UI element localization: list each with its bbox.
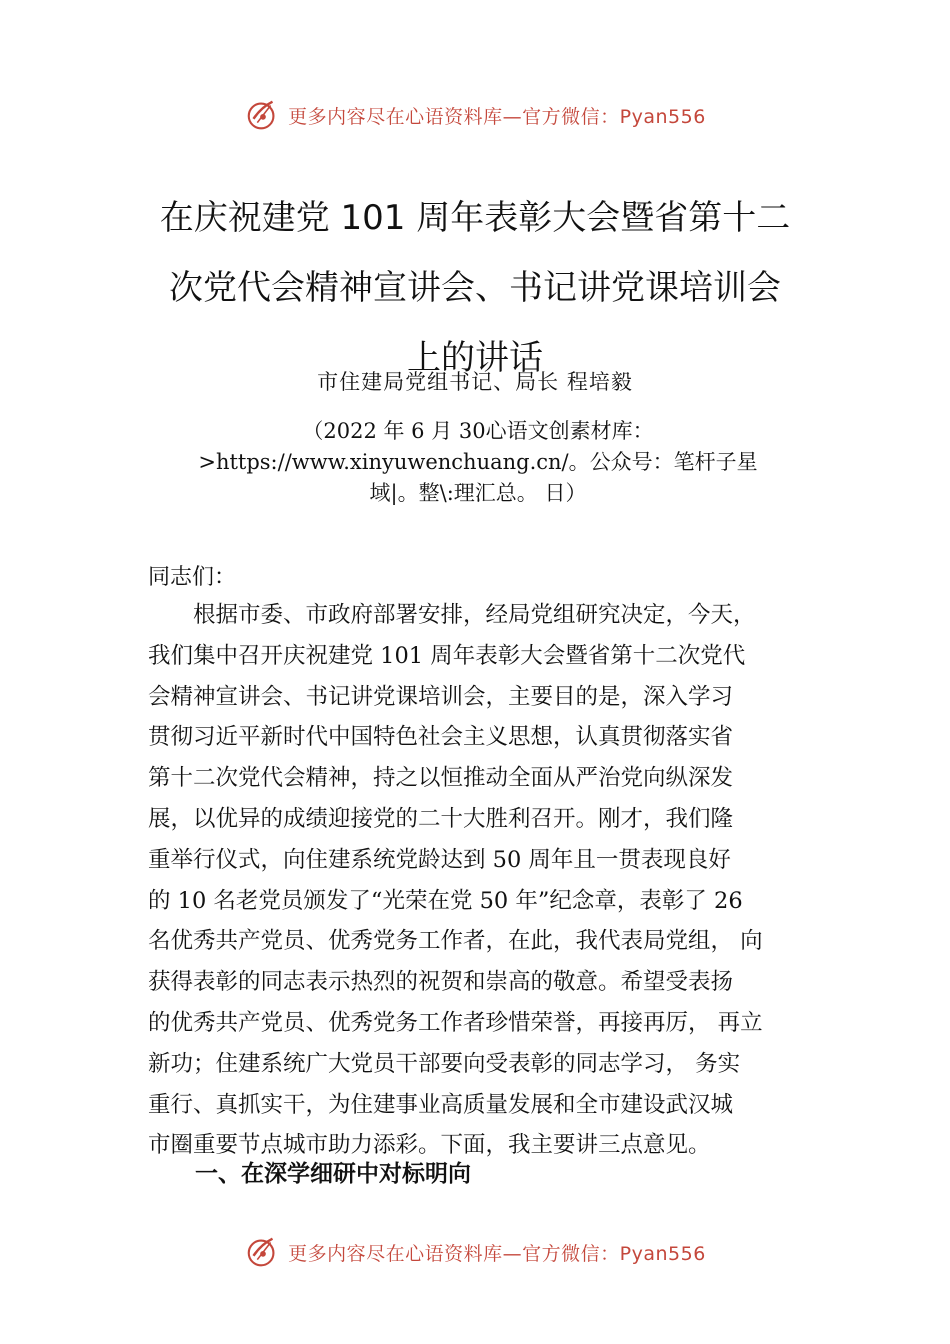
title-line: 在庆祝建党 101 周年表彰大会暨省第十二 <box>159 198 791 238</box>
body-line: 新功；住建系统广大党员干部要向受表彰的同志学习， 务实 <box>148 1050 741 1077</box>
body-line: 贯彻习近平新时代中国特色社会主义思想，认真贯彻落实省 <box>148 724 734 751</box>
header-watermark <box>0 95 950 135</box>
body-line: 名优秀共产党员、优秀党务工作者，在此，我代表局党组， 向 <box>148 928 763 955</box>
body-line: 会精神宣讲会、书记讲党课培训会，主要目的是，深入学习 <box>148 683 734 710</box>
document-title <box>140 183 810 393</box>
greeting: 同志们： <box>148 565 237 590</box>
title-line: 上的讲话 <box>407 338 543 378</box>
footer-watermark <box>0 1232 950 1272</box>
watermark-text: 更多内容尽在心语资料库—官方微信：Pyan556 <box>288 105 706 128</box>
body-line: 市圈重要节点城市助力添彩。下面，我主要讲三点意见。 <box>148 1132 711 1159</box>
source-line: （2022 年 6 月 30心语文创素材库： <box>302 419 654 443</box>
body-line: 重举行仪式，向住建系统党龄达到 50 周年且一贯表现良好 <box>148 846 731 873</box>
title-line: 次党代会精神宣讲会、书记讲党课培训会 <box>169 268 781 308</box>
body-line: 第十二次党代会精神，持之以恒推动全面从严治党向纵深发 <box>148 765 734 792</box>
body-line: 我们集中召开庆祝建党 101 周年表彰大会暨省第十二次党代 <box>148 642 746 669</box>
body-line: 根据市委、市政府部署安排，经局党组研究决定，今天， <box>148 602 756 628</box>
source-line: 域|。整\:理汇总。 日） <box>369 481 587 505</box>
source-line: >https://www.xinyuwenchuang.cn/。公众号：笔杆子星 <box>198 450 758 474</box>
source-note <box>148 416 808 509</box>
body-line: 的优秀共产党员、优秀党务工作者珍惜荣誉，再接再厉， 再立 <box>148 1009 763 1036</box>
body-line: 展，以优异的成绩迎接党的二十大胜利召开。刚才，我们隆 <box>148 805 734 832</box>
body-line: 获得表彰的同志表示热烈的祝贺和崇高的敬意。希望受表扬 <box>148 969 734 996</box>
brand-logo-icon <box>244 96 282 134</box>
body-line: 重行、真抓实干，为住建事业高质量发展和全市建设武汉城 <box>148 1091 734 1118</box>
watermark-text: 更多内容尽在心语资料库—官方微信：Pyan556 <box>288 1242 706 1265</box>
body-line: 的 10 名老党员颁发了“光荣在党 50 年”纪念章，表彰了 26 <box>148 887 743 914</box>
body-paragraph <box>148 595 828 1166</box>
brand-logo-icon <box>244 1233 282 1271</box>
section-heading: 一、在深学细研中对标明向 <box>195 1161 471 1187</box>
author-line: 市住建局党组书记、局长 程培毅 <box>317 370 633 394</box>
